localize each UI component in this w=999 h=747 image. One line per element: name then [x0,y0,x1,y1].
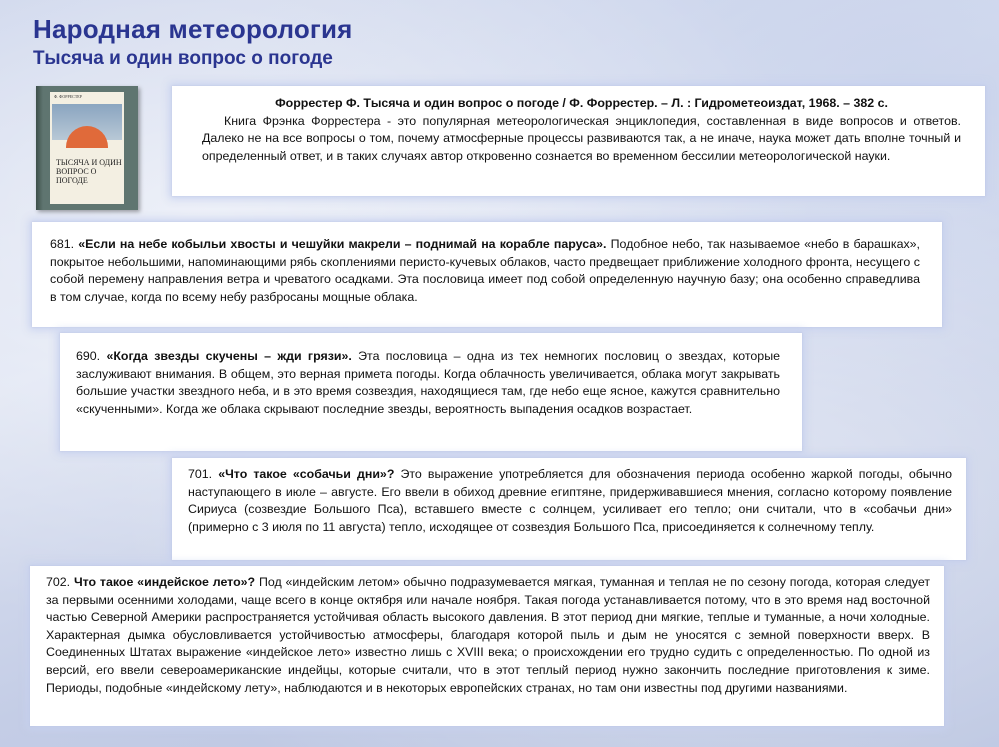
book-cover-author: Ф. ФОРРЕСТЕР [54,94,82,99]
question-number: 681. [50,237,75,251]
question-card-701 [172,458,966,560]
question-text: «Когда звезды скучены – жди грязи». [106,349,352,363]
book-spine [36,86,43,210]
question-number: 702. [46,575,71,589]
book-description: Книга Фрэнка Форрестера - это популярная метеорологическая энциклопедия, составленная в виде вопросов и ответов. Далеко не на все вопросы о том, почему атмосферные процессы развиваются так, а не иначе, наука может дать вполне точный и определенный ответ, и в таких случаях автор откровенно сознается во временном бессилии метеорологической науки. [202,113,961,163]
question-text: Что такое «индейское лето»? [73,575,256,589]
answer-text: Подобное небо, так называемое «небо в барашках», покрытое небольшими, напоминающими рябь скоплениями перисто-кучевых облаков, часто предвещает приближение холодного фронта, несущего с собой перемену направления ветра и чреватого осадками. Эта пословица имеет под собой определенную научную базу; она особенно справедлива в том случае, когда по всему небу разбросаны мощные облака. [50,237,920,304]
question-text: «Если на небе кобыльи хвосты и чешуйки макрели – поднимай на корабле паруса». [78,237,607,251]
question-card-690 [60,333,802,451]
book-cover-title: ТЫСЯЧА И ОДИН ВОПРОС О ПОГОДЕ [56,158,122,185]
question-card-681 [32,222,942,327]
answer-text: Под «индейским летом» обычно подразумевается мягкая, туманная и теплая не по сезону погода, которая следует за первыми осенними холодами, чаще всего в конце октября или начале ноября. Такая погода устанавливается потому, что в это время над восточной частью Северной Америки распространяется устойчивая область высокого давления. В этот период дни мягкие, теплые и туманные, а ночи холодные. Характерная дымка обусловливается устойчивостью атмосферы, благодаря которой пыль и дым не уносятся с земной поверхности вверх. В Соединенных Штатах выражение «индейское лето» известно лишь с XVIII века; о происхождении его трудно судить с определенностью. По одной из версий, его ввели североамериканские индейцы, которые считали, что в этот теплый период нужно закончить последние приготовления к зиме. Периоды, подобные «индейскому лету», наблюдаются и в некоторых европейских странах, но там они известны под другими названиями. [46,575,930,695]
page-subtitle: Тысяча и один вопрос о погоде [33,48,333,69]
intro-card [172,86,985,196]
page-title: Народная метеорология [33,14,353,44]
book-reference: Форрестер Ф. Тысяча и один вопрос о погоде / Ф. Форрестер. – Л. : Гидрометеоиздат, 1968. – 382 с. [275,96,888,110]
book-cover-image [36,86,138,210]
answer-text: Эта пословица – одна из тех немногих пословиц о звездах, которые заслуживают внимания. В общем, это верная примета погоды. Когда облачность увеличивается, облака могут закрывать большие участки звездного неба, и в это время созвездия, находящиеся там, где небо еще ясное, кажутся сравнительно «скученными». Когда же облака скрывают последние звезды, вероятность выпадения осадков возрастает. [76,349,780,416]
question-card-702 [30,566,944,726]
question-number: 701. [188,467,213,481]
question-text: «Что такое «собачьи дни»? [218,467,395,481]
answer-text: Это выражение употребляется для обозначения периода особенно жаркой погоды, обычно наступающего в июле – августе. Его ввели в обиход древние египтяне, придерживавшиеся мнения, согласно которому появление Сириуса (созвездие Большого Пса), вставшего вместе с солнцем, усиливает его тепло; они считали, что в «собачьи дни» (примерно с 3 июля по 11 августа) тепло, исходящее от созвездия Большого Пса, присоединяется к солнечному теплу. [188,467,952,534]
question-number: 690. [76,349,101,363]
